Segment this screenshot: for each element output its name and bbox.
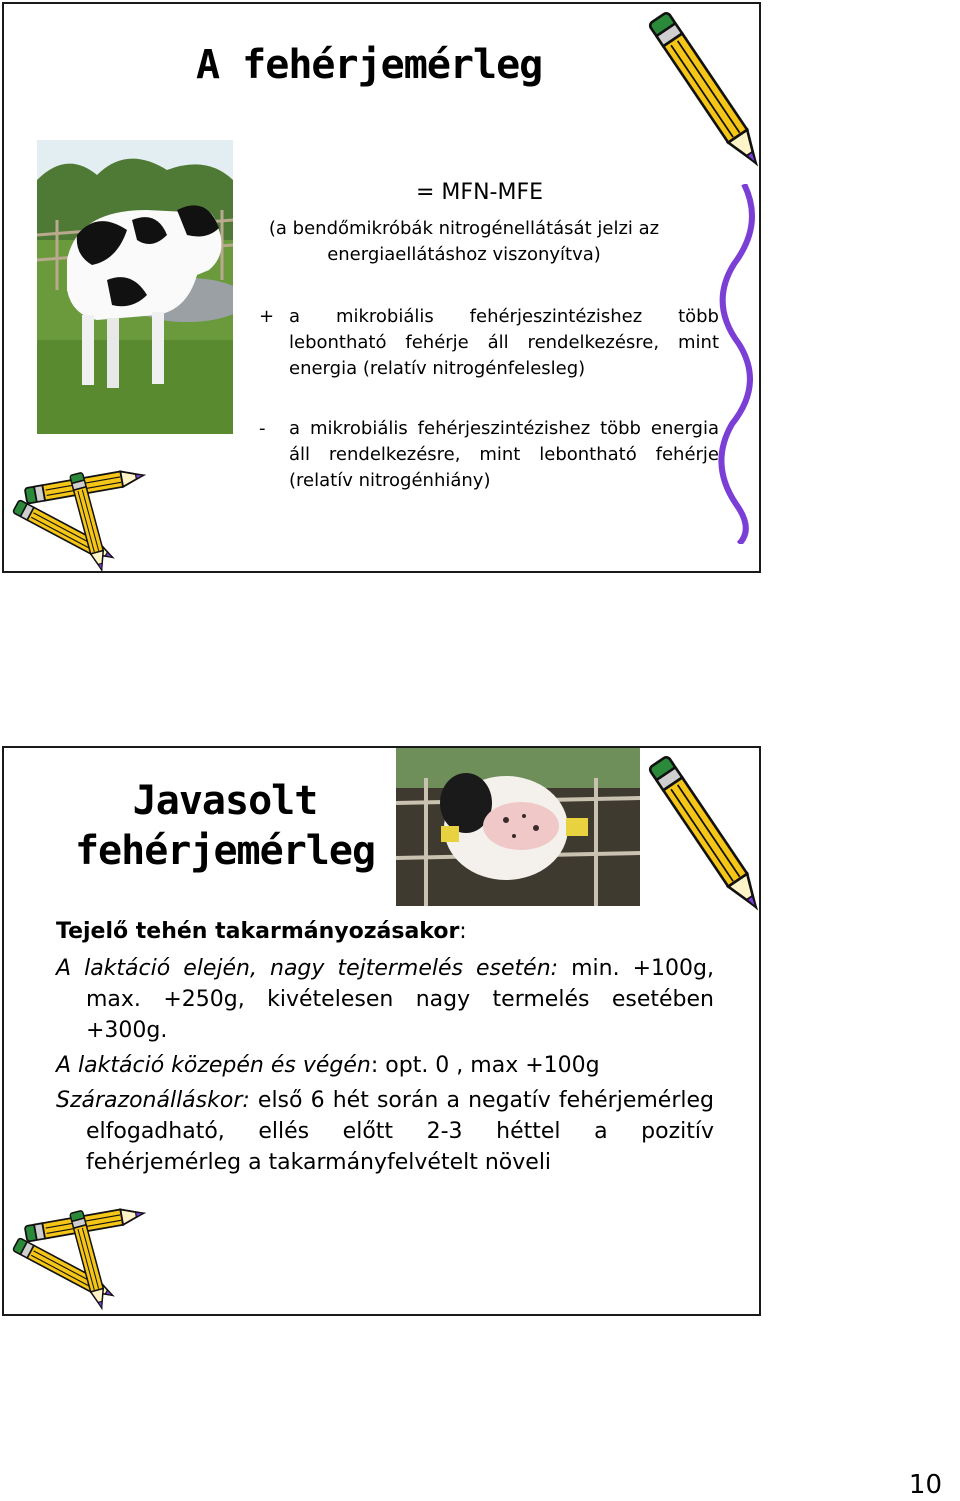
dry-period-label: Szárazonálláskor: (56, 1088, 250, 1113)
slide-1 (2, 2, 761, 573)
crossed-pencils-icon (6, 466, 156, 573)
bullet-symbol: - (259, 418, 266, 439)
pencil-icon (644, 752, 760, 932)
body-paragraph-dry-period (56, 1085, 714, 1178)
formula: = MFN-MFE (416, 180, 543, 205)
squiggle-decoration (704, 184, 761, 544)
calf-photo (396, 748, 640, 906)
early-lactation-label: A laktáció elején, nagy tejtermelés esetén: (56, 956, 559, 981)
slide-2-title-line-2: fehérjemérleg (74, 828, 376, 874)
bullet-item (259, 304, 719, 382)
page-number: 10 (908, 1470, 942, 1500)
heading-text: Tejelő tehén takarmányozásakor (56, 919, 460, 944)
slide-2 (2, 746, 761, 1316)
body-paragraph-early-lactation (56, 953, 714, 1046)
mid-lactation-label: A laktáció közepén és végén (56, 1053, 371, 1078)
early-lactation-text: min. +100g, max. +250g, kivételesen nagy termelés esetében +300g. (86, 956, 714, 1043)
slide-2-title-line-1: Javasolt (132, 778, 318, 824)
slide-1-title: A fehérjemérleg (196, 42, 543, 88)
mid-lactation-text: : opt. 0 , max +100g (370, 1053, 600, 1078)
cow-photo (37, 140, 233, 434)
bullet-item (259, 416, 719, 494)
dry-period-text: első 6 hét során a negatív fehérjemérleg elfogadható, ellés előtt 2-3 héttel a pozitív fehérjemérleg a takarmányfelvételt növeli (86, 1088, 714, 1175)
body-paragraph-mid-lactation (56, 1050, 714, 1081)
bullet-symbol: + (259, 306, 275, 327)
bullet-text: a mikrobiális fehérjeszintézishez több energia áll rendelkezésre, mint lebontható fehérje (relatív nitrogénhiány) (289, 418, 719, 491)
bullet-text: a mikrobiális fehérjeszintézishez több lebontható fehérje áll rendelkezésre, mint energia (relatív nitrogénfelesleg) (289, 306, 719, 379)
crossed-pencils-icon (6, 1204, 156, 1314)
formula-note: (a bendőmikróbák nitrogénellátását jelzi az energiaellátáshoz viszonyítva) (268, 218, 660, 265)
pencil-icon (644, 8, 760, 188)
slide-2-body (56, 916, 714, 1178)
heading-colon: : (459, 919, 467, 944)
body-heading (56, 916, 714, 947)
slide-2-title (62, 776, 388, 876)
